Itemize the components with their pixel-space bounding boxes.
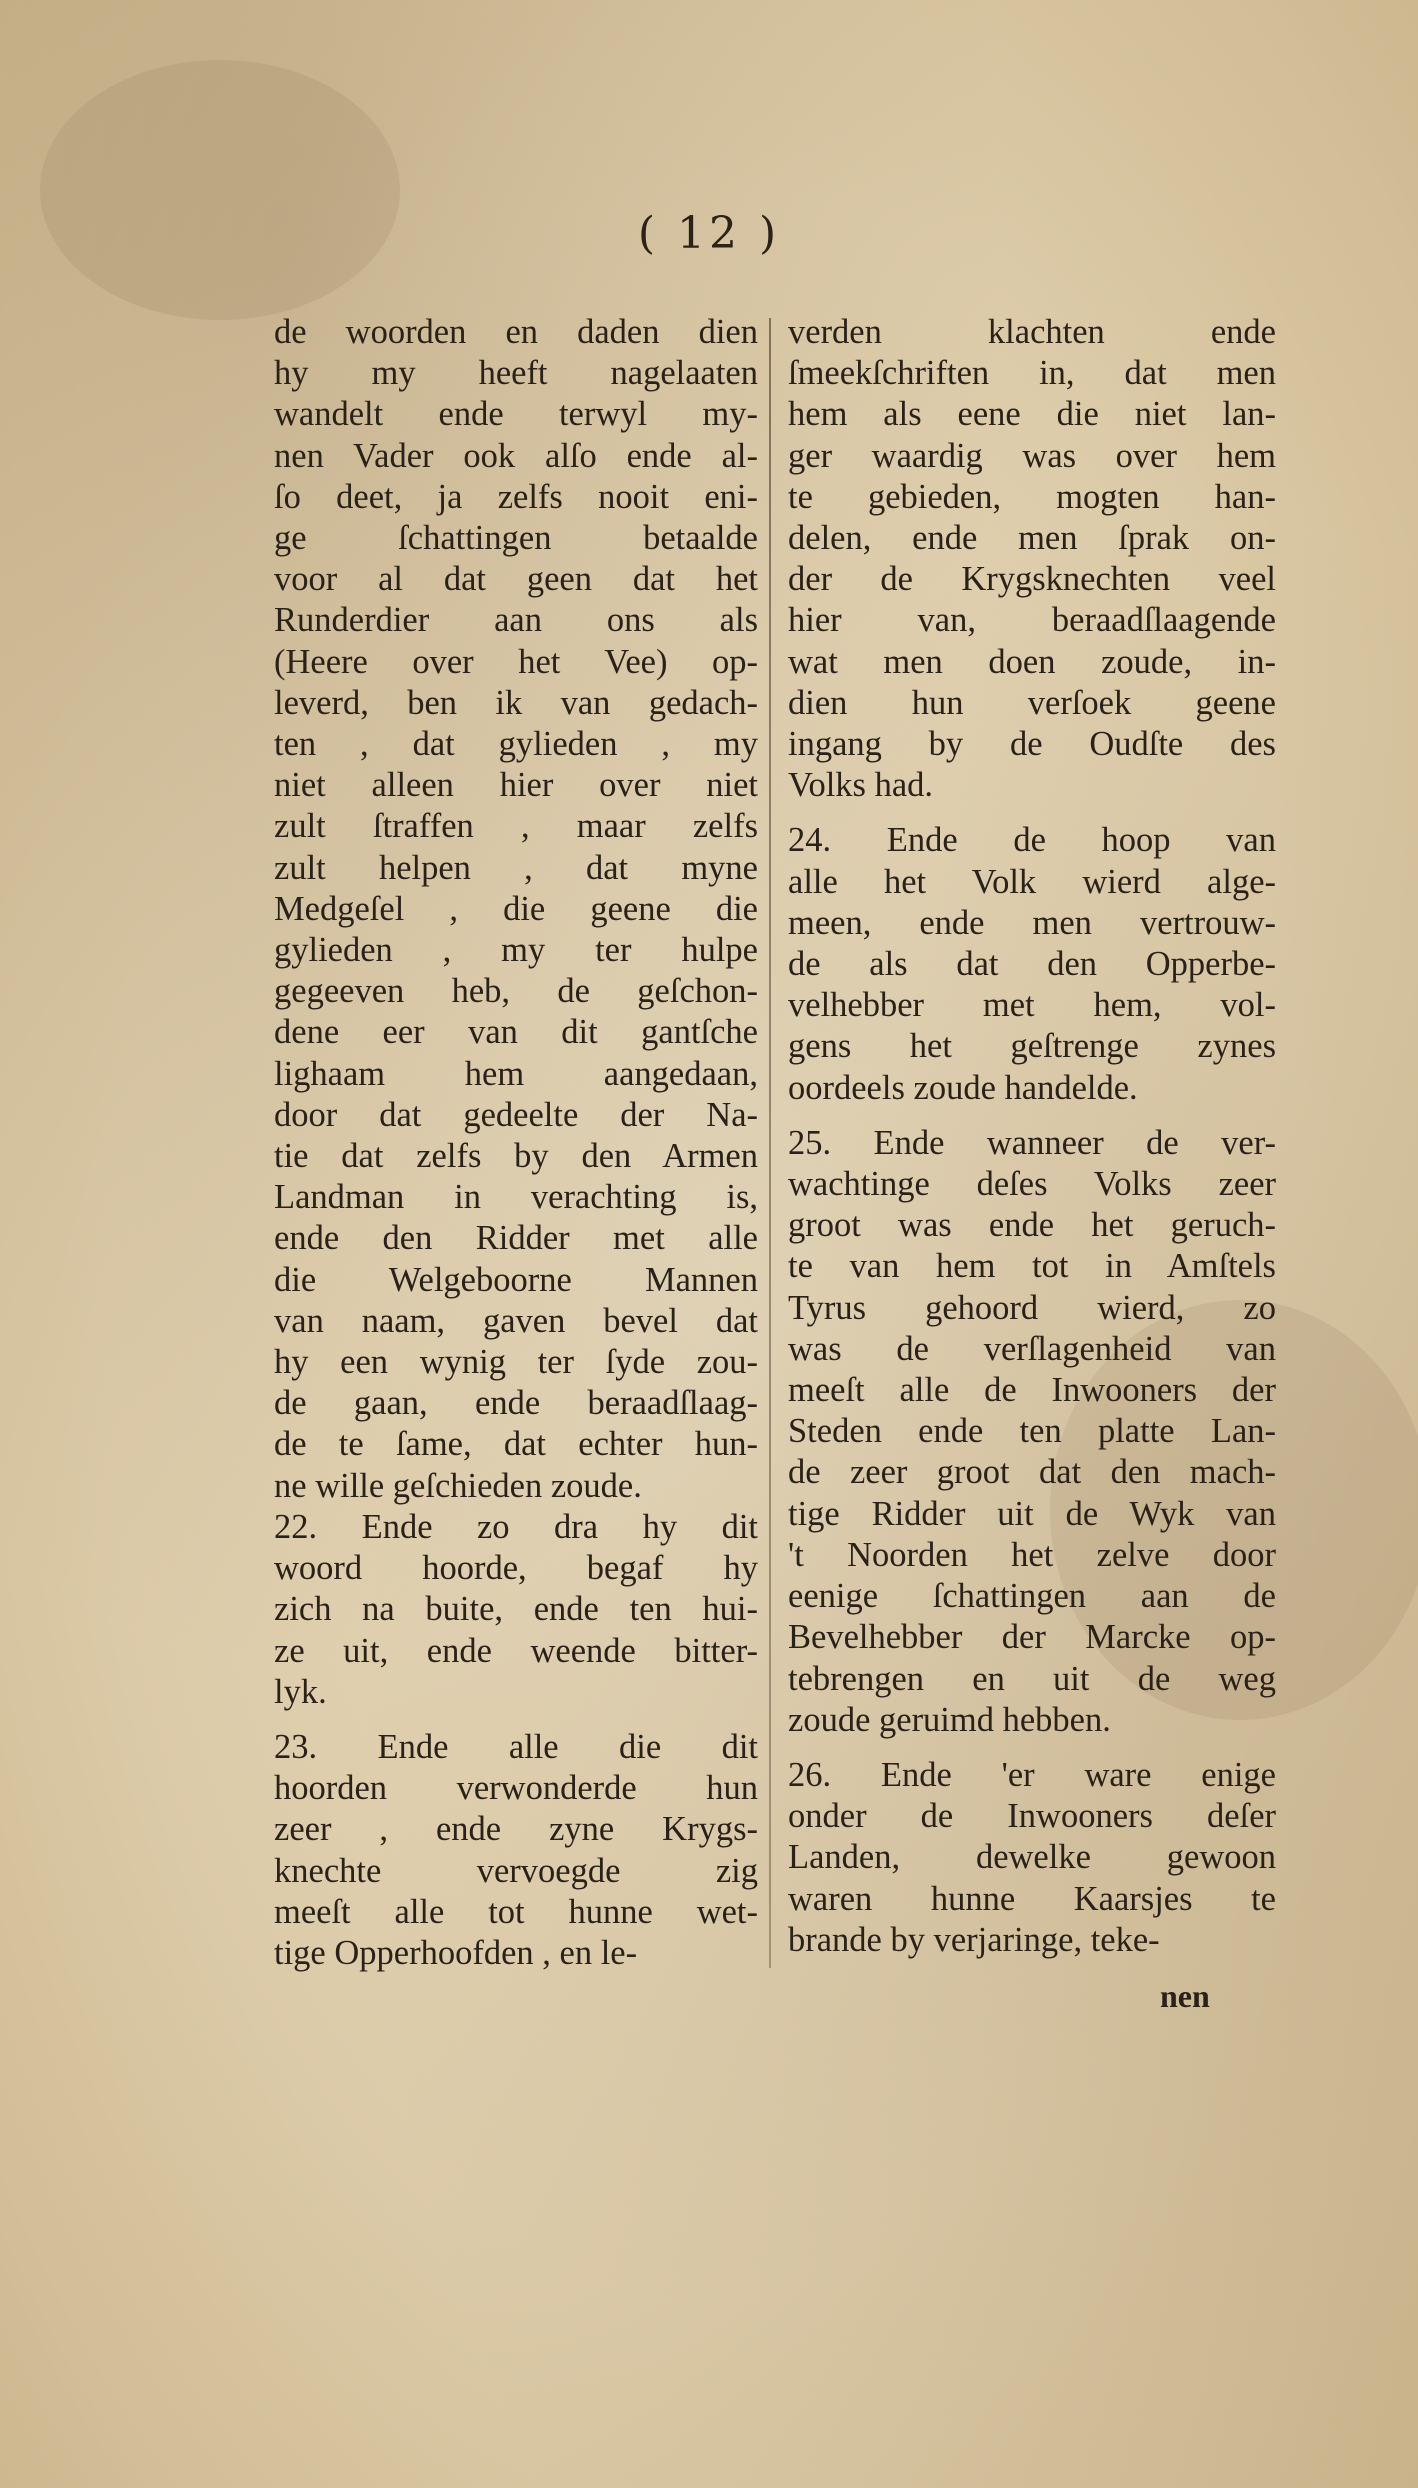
text-line: wandelt ende terwyl my- — [274, 395, 758, 434]
text-line: meeſt alle de Inwooners der — [788, 1371, 1276, 1410]
text-line: zich na buite, ende ten hui- — [274, 1590, 758, 1629]
text-line: verden klachten ende — [788, 313, 1276, 351]
text-line: zult ſtraffen , maar zelfs — [274, 807, 758, 846]
text-line: woord hoorde, begaf hy — [274, 1549, 758, 1588]
text-line: Landen, dewelke gewoon — [788, 1838, 1276, 1877]
text-line: Tyrus gehoord wierd, zo — [788, 1288, 1276, 1327]
text-line: ger waardig was over hem — [788, 436, 1276, 475]
text-line: de woorden en daden dien — [274, 313, 758, 351]
text-line: groot was ende het geruch- — [788, 1206, 1276, 1245]
text-line: was de verſlagenheid van — [788, 1329, 1276, 1368]
text-line: zult helpen , dat myne — [274, 848, 758, 887]
text-line: 25. Ende wanneer de ver- — [788, 1123, 1276, 1162]
text-line: dien hun verſoek geene — [788, 683, 1276, 722]
text-line: 22. Ende zo dra hy dit — [274, 1507, 758, 1546]
text-line: eenige ſchattingen aan de — [788, 1577, 1276, 1616]
text-line: delen, ende men ſprak on- — [788, 519, 1276, 558]
paragraph-gap — [788, 1109, 1276, 1123]
text-line: 24. Ende de hoop van — [788, 821, 1276, 860]
text-line: te gebieden, mogten han- — [788, 477, 1276, 516]
text-line: oordeels zoude handelde. — [788, 1068, 1138, 1107]
text-line: ne wille geſchieden zoude. — [274, 1466, 642, 1505]
text-line: van naam, gaven bevel dat — [274, 1301, 758, 1340]
text-line: 23. Ende alle die dit — [274, 1727, 758, 1766]
text-line: hem als eene die niet lan- — [788, 395, 1276, 434]
left-text-column — [274, 312, 758, 1974]
text-line: zeer , ende zyne Krygs- — [274, 1810, 758, 1849]
paragraph-gap — [788, 1741, 1276, 1755]
text-line: de zeer groot dat den mach- — [788, 1453, 1276, 1492]
paragraph-gap — [788, 806, 1276, 820]
text-line: zoude geruimd hebben. — [788, 1700, 1111, 1739]
text-line: knechte vervoegde zig — [274, 1851, 758, 1890]
text-line: hy een wynig ter ſyde zou- — [274, 1343, 758, 1382]
text-line: Runderdier aan ons als — [274, 601, 758, 640]
text-line: onder de Inwooners deſer — [788, 1797, 1276, 1836]
text-line: de te ſame, dat echter hun- — [274, 1425, 758, 1464]
text-line: Bevelhebber der Marcke op- — [788, 1618, 1276, 1657]
text-line: tebrengen en uit de weg — [788, 1659, 1276, 1698]
text-line: nen Vader ook alſo ende al- — [274, 436, 758, 475]
text-line: lyk. — [274, 1672, 327, 1711]
text-line: Medgeſel , die geene die — [274, 889, 758, 928]
text-line: gens het geſtrenge zynes — [788, 1027, 1276, 1066]
text-line: meeſt alle tot hunne wet- — [274, 1892, 758, 1931]
text-line: hy my heeft nagelaaten — [274, 354, 758, 393]
text-line: tige Ridder uit de Wyk van — [788, 1494, 1276, 1533]
column-divider — [769, 318, 771, 1968]
text-line: ſmeekſchriften in, dat men — [788, 354, 1276, 393]
text-line: voor al dat geen dat het — [274, 560, 758, 599]
text-line: velhebber met hem, vol- — [788, 986, 1276, 1025]
text-line: wachtinge deſes Volks zeer — [788, 1165, 1276, 1204]
text-line: door dat gedeelte der Na- — [274, 1095, 758, 1134]
text-line: hier van, beraadſlaagende — [788, 601, 1276, 640]
text-line: die Welgeboorne Mannen — [274, 1260, 758, 1299]
text-line: de gaan, ende beraadſlaag- — [274, 1384, 758, 1423]
text-line: 't Noorden het zelve door — [788, 1535, 1276, 1574]
text-line: ende den Ridder met alle — [274, 1219, 758, 1258]
paper-stain — [40, 60, 400, 320]
text-line: waren hunne Kaarsjes te — [788, 1879, 1276, 1918]
text-line: ingang by de Oudſte des — [788, 725, 1276, 764]
text-line: meen, ende men vertrouw- — [788, 903, 1276, 942]
text-line: ze uit, ende weende bitter- — [274, 1631, 758, 1670]
text-line: der de Krygsknechten veel — [788, 560, 1276, 599]
text-line: de als dat den Opperbe- — [788, 945, 1276, 984]
text-line: gylieden , my ter hulpe — [274, 931, 758, 970]
text-line: 26. Ende 'er ware enige — [788, 1755, 1276, 1794]
text-line: Steden ende ten platte Lan- — [788, 1412, 1276, 1451]
text-line: niet alleen hier over niet — [274, 766, 758, 805]
catchword: nen — [1160, 1978, 1210, 2014]
text-line: wat men doen zoude, in- — [788, 642, 1276, 681]
text-line: gegeeven heb, de geſchon- — [274, 972, 758, 1011]
right-text-column — [788, 312, 1276, 1961]
page-number: ( 12 ) — [637, 208, 781, 259]
text-line: alle het Volk wierd alge- — [788, 862, 1276, 901]
text-line: leverd, ben ik van gedach- — [274, 683, 758, 722]
text-line: ſo deet, ja zelfs nooit eni- — [274, 477, 758, 516]
text-line: hoorden verwonderde hun — [274, 1769, 758, 1808]
text-line: te van hem tot in Amſtels — [788, 1247, 1276, 1286]
text-line: tige Opperhoofden , en le- — [274, 1933, 638, 1972]
text-line: (Heere over het Vee) op- — [274, 642, 758, 681]
text-line: dene eer van dit gantſche — [274, 1013, 758, 1052]
paragraph-gap — [274, 1713, 758, 1727]
text-line: brande by verjaringe, teke- — [788, 1920, 1160, 1959]
text-line: tie dat zelfs by den Armen — [274, 1137, 758, 1176]
text-line: lighaam hem aangedaan, — [274, 1054, 758, 1093]
text-line: Volks had. — [788, 766, 934, 805]
text-line: Landman in verachting is, — [274, 1178, 758, 1217]
text-line: ten , dat gylieden , my — [274, 725, 758, 764]
text-line: ge ſchattingen betaalde — [274, 519, 758, 558]
